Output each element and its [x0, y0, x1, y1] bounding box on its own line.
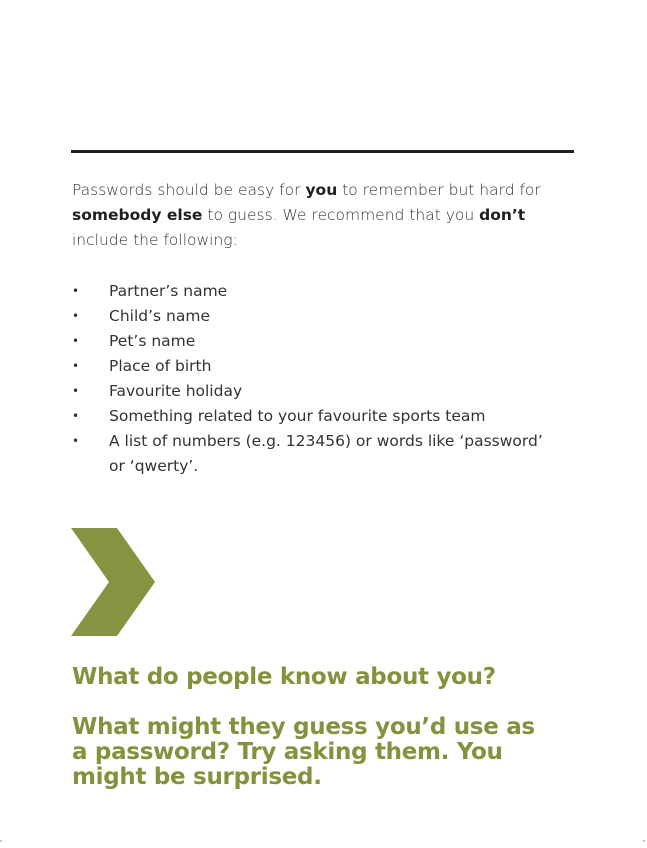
- list-item-text: Partner’s name: [109, 282, 228, 300]
- bullet-icon: •: [72, 309, 80, 323]
- list-item: [72, 429, 552, 479]
- list-item: [72, 279, 552, 304]
- intro-text-4: include the following:: [72, 231, 238, 249]
- intro-paragraph: [72, 178, 552, 253]
- bullet-icon: •: [72, 359, 80, 373]
- avoid-list: [72, 279, 552, 479]
- chevron-right-icon: [71, 528, 155, 636]
- list-item: [72, 354, 552, 379]
- list-item: [72, 404, 552, 429]
- chevron-shape: [71, 528, 155, 636]
- page-corner-mark-left: [0, 840, 2, 842]
- intro-bold-you: you: [305, 181, 338, 199]
- list-item-text: Pet’s name: [109, 332, 196, 350]
- intro-bold-dont: don’t: [479, 206, 526, 224]
- bullet-icon: •: [72, 334, 80, 348]
- intro-text-3: to guess. We recommend that you: [202, 206, 480, 224]
- intro-bold-somebody-else: somebody else: [72, 206, 203, 224]
- list-item-text: Place of birth: [109, 357, 212, 375]
- list-item: [72, 304, 552, 329]
- bullet-icon: •: [72, 384, 80, 398]
- page-corner-mark-right: [643, 840, 645, 842]
- list-item-text: A list of numbers (e.g. 123456) or words like ‘password’ or ‘qwerty’.: [109, 432, 543, 475]
- list-item-text: Something related to your favourite sports team: [109, 407, 486, 425]
- list-item-text: Child’s name: [109, 307, 210, 325]
- list-item: [72, 329, 552, 354]
- intro-text-2: to remember but hard for: [337, 181, 541, 199]
- bullet-icon: •: [72, 434, 80, 448]
- section-divider: [71, 150, 574, 153]
- intro-text-1: Passwords should be easy for: [72, 181, 306, 199]
- bullet-icon: •: [72, 409, 80, 423]
- list-item: [72, 379, 552, 404]
- bullet-icon: •: [72, 284, 80, 298]
- list-item-text: Favourite holiday: [109, 382, 243, 400]
- callout-question-1: What do people know about you?: [72, 664, 496, 690]
- callout-question-2: What might they guess you’d use as a password? Try asking them. You might be surprised.: [72, 714, 535, 790]
